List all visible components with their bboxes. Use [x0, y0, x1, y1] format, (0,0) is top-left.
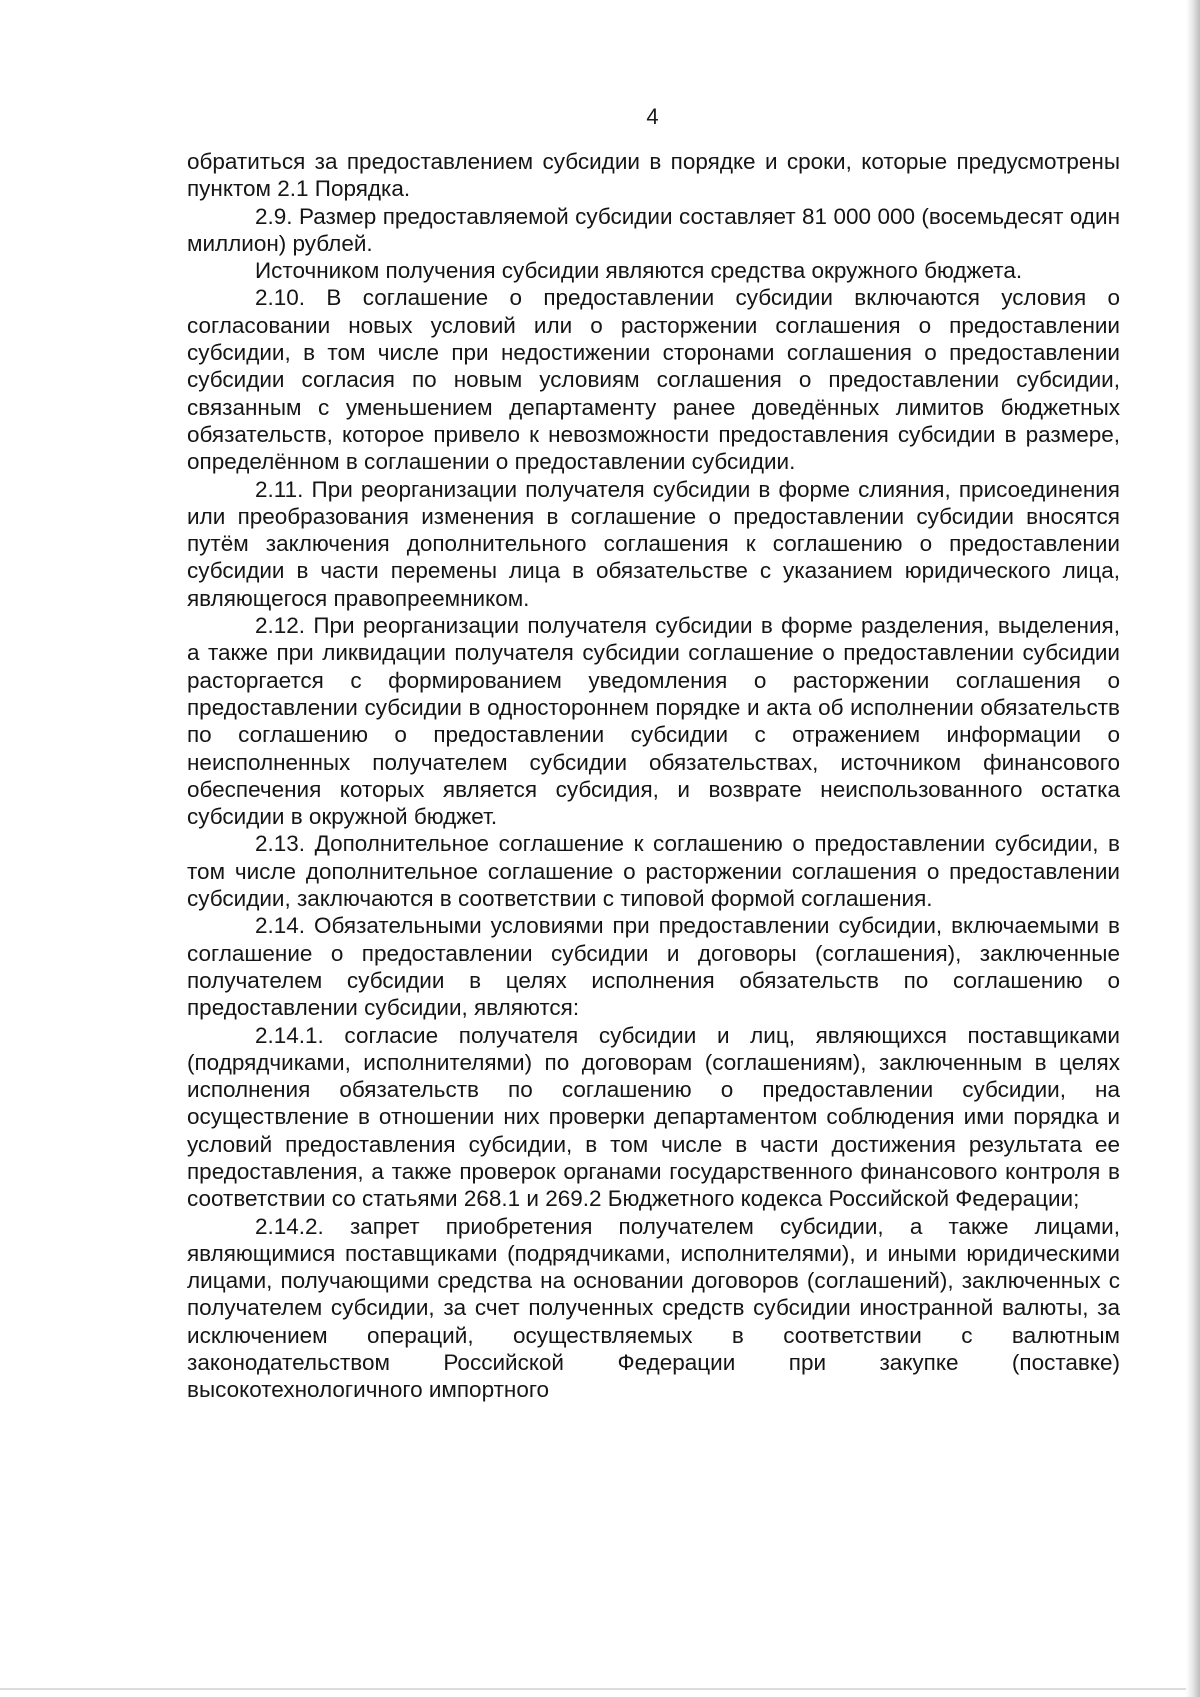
paragraph-2-10: 2.10. В соглашение о предоставлении субсидии включаются условия о согласовании новых условий или о расторжении соглашения о предоставлении субсидии, в том числе при недостижении сторонами соглашения о предоставлении субсидии согласия по новым условиям соглашения о предоставлении субсидии, связанным с уменьшением департаменту ранее доведённых лимитов бюджетных обязательств, которое привело к невозможности предоставления субсидии в размере, определённом в соглашении о предоставлении субсидии. — [187, 285, 1120, 475]
paragraph-funding-source: Источником получения субсидии являются средства окружного бюджета. — [255, 258, 1023, 284]
paragraph-2-14-2: 2.14.2. запрет приобретения получателем субсидии, а также лицами, являющимися поставщиками (подрядчиками, исполнителями), и иными юридическими лицами, получающими средства на основании договоров (соглашений), заключенных с получателем субсидии, за счет полученных средств субсидии иностранной валюты, за исключением операций, осуществляемых в соответствии с валютным законодательством Российской Федерации при закупке (поставке) высокотехнологичного импортного — [187, 1213, 1120, 1403]
page-right-edge-shadow — [1186, 0, 1200, 1697]
document-body — [187, 148, 1120, 1404]
paragraph-continuation: обратиться за предоставлением субсидии в порядке и сроки, которые предусмотрены пунктом 2.1 Порядка. — [187, 149, 1120, 202]
paragraph-2-11: 2.11. При реорганизации получателя субсидии в форме слияния, присоединения или преобразования изменения в соглашение о предоставлении субсидии вносятся путём заключения дополнительного соглашения к соглашению о предоставлении субсидии в части перемены лица в обязательстве с указанием юридического лица, являющегося правопреемником. — [187, 476, 1120, 611]
paragraph-2-12: 2.12. При реорганизации получателя субсидии в форме разделения, выделения, а также при ликвидации получателя субсидии соглашение о предоставлении субсидии расторгается с формированием уведомления о расторжении соглашения о предоставлении субсидии в одностороннем порядке и акта об исполнении обязательств по соглашению о предоставлении субсидии с отражением информации о неисполненных получателем субсидии обязательствах, источником финансового обеспечения которых является субсидия, и возврате неиспользованного остатка субсидии в окружной бюджет. — [187, 613, 1120, 830]
page-number: 4 — [646, 104, 659, 129]
paragraph-2-9: 2.9. Размер предоставляемой субсидии составляет 81 000 000 (восемьдесят один миллион) рублей. — [187, 203, 1120, 256]
page-bottom-edge — [0, 1688, 1186, 1690]
paragraph-2-13: 2.13. Дополнительное соглашение к соглашению о предоставлении субсидии, в том числе дополнительное соглашение о расторжении соглашения о предоставлении субсидии, заключаются в соответствии с типовой формой соглашения. — [187, 831, 1120, 912]
paragraph-2-14: 2.14. Обязательными условиями при предоставлении субсидии, включаемыми в соглашение о предоставлении субсидии и договоры (соглашения), заключенные получателем субсидии в целях исполнения обязательств по соглашению о предоставлении субсидии, являются: — [187, 913, 1120, 1021]
paragraph-2-14-1: 2.14.1. согласие получателя субсидии и лиц, являющихся поставщиками (подрядчиками, исполнителями) по договорам (соглашениям), заключенным в целях исполнения обязательств по соглашению о предоставлении субсидии, на осуществление в отношении них проверки департаментом соблюдения ими порядка и условий предоставления субсидии, в том числе в части достижения результата ее предоставления, а также проверок органами государственного финансового контроля в соответствии со статьями 268.1 и 269.2 Бюджетного кодекса Российской Федерации; — [187, 1022, 1120, 1212]
